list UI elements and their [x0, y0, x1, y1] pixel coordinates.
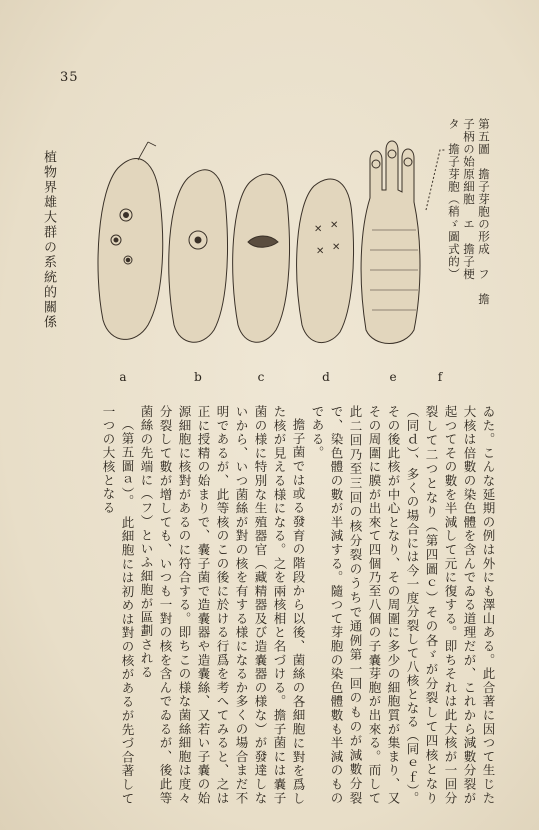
figure-label-a: a — [119, 370, 127, 384]
stage-f-cell — [426, 150, 446, 210]
page-number: 35 — [60, 70, 79, 85]
paragraph-3: （第五圖ａ）。 此細胞には初めは對の核があるが先づ合著して一つの大核となる — [101, 405, 135, 805]
stage-c-cell — [233, 174, 290, 342]
caption-line-3: タ 擔子芽胞（稍ゞ圖式的） — [447, 118, 461, 281]
paragraph-2: 擔子菌では或る發育の階段から以後、菌絲の各細胞に對を爲した核が見える様になる。之を兩核相と名づける。擔子菌には嚢子菌の様に特別な生殖器官（藏精器及び造嚢器の様な）が發達しないから、いつ菌絲が對の核を有する様になるか多くの場合まだ不明であるが、此等核のこの後に於ける行爲を考へてみると、之は正に授精の始まりで、嚢子菌で造嚢器や造嚢絲、又若い子嚢の始源細胞に核對があるのに符合する。即ちこの様な菌絲細胞は度々分裂して數が增しても、いつも一對の核を含んでゐるが、後此等菌絲の先端に（フ）といふ細胞が區劃される — [139, 405, 306, 805]
svg-text:✕: ✕ — [316, 246, 325, 257]
stage-b-cell — [169, 170, 228, 342]
figure-label-c: c — [257, 370, 265, 384]
caption-line-1: 第五圖 擔子芽胞の形成 フ 擔 — [477, 118, 491, 306]
stage-a-cell — [98, 142, 163, 339]
running-head: 植物界雄大群の系統的關係 — [41, 150, 56, 330]
body-text — [78, 405, 498, 805]
stage-d-cell — [297, 179, 354, 343]
svg-text:✕: ✕ — [314, 224, 323, 235]
stage-e-cell — [361, 141, 420, 344]
figure-five — [88, 120, 448, 390]
figure-label-d: d — [322, 370, 330, 384]
paragraph-1: ゐた。こんな延期の例は外にも澤山ある。此合著に因つて生じた大核は倍數の染色體を含んでゐる道理だが、これから減數分裂が起つてその數を半減して元に復する。即ちそれは此大核が一回分裂して二つとなり（第四圖ｃ）その各ゞが分裂して四核となり（同ｄ）、多くの場合には今一度分裂して八核となる（同ｅｆ）。その後此核が中心となり、その周圍に多少の細胞質が集まり、又その周圍に膜が出來て四個乃至八個の子嚢芽胞が出來る。而して此二回乃至三回の核分裂のうちで通例第一回のものが減數分裂で、染色體の數が半減する。隨つて芽胞の染色體數も半減のものである。 — [310, 405, 496, 805]
figure-label-b: b — [194, 370, 202, 384]
caption-line-2: 子柄の始原細胞 エ 擔子梗 — [462, 118, 476, 281]
svg-text:✕: ✕ — [332, 242, 341, 253]
figure-label-f: f — [437, 370, 443, 384]
cell-illustration — [88, 120, 448, 380]
figure-label-e: e — [389, 370, 397, 384]
figure-caption — [446, 118, 491, 398]
svg-text:✕: ✕ — [330, 220, 339, 231]
